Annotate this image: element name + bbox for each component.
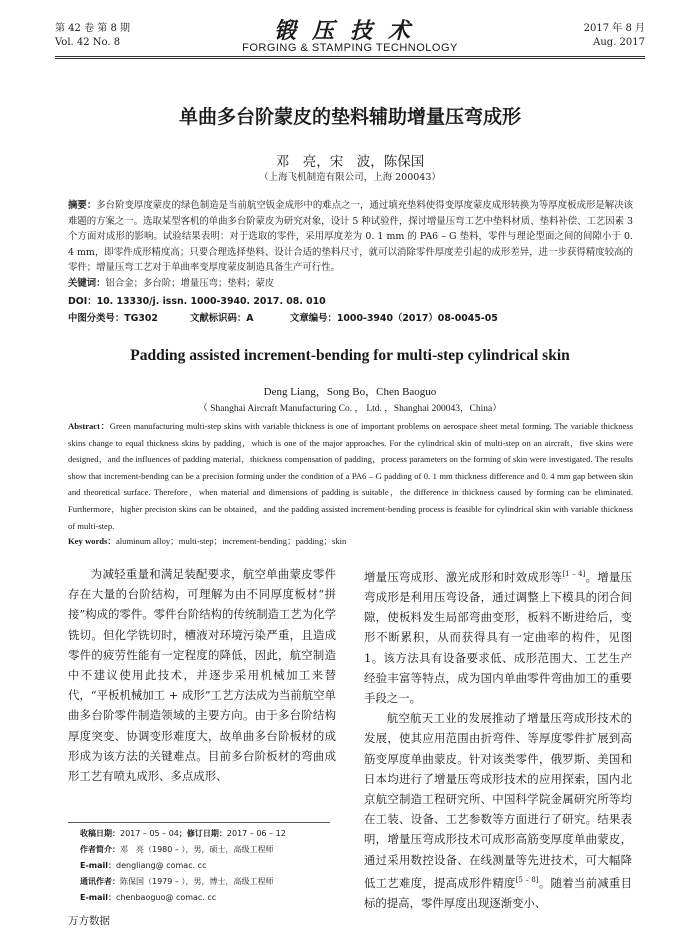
abstract-zh-text: 多台阶变厚度蒙皮的绿色制造是当前航空钣金成形中的难点之一，通过填充垫料使得变厚度蒙皮成形转换为等厚度板成形是解决该难题的方案之一。选取某型客机的单曲多台阶蒙皮为研究对象，设计 5 种试验件，探讨增量压弯工艺中垫料材质、垫料补偿、工艺因素 3 个方面对成形的影响。试验结果表明：对于选取的零件，采用厚度差为 0. 1 mm 的 PA6 – G 垫料，零件与理论型面之间的间隙小于 0. 4 mm，即零件成形精度高；只要合理选择垫料、设计合适的垫料尺寸，就可以消除零件厚度差引起的成形差异，进一步获得精度较高的零件；增量压弯工艺对于单曲率变厚度蒙皮制造具备生产可行性。 bbox=[68, 200, 633, 274]
citation-ref: [5 – 8] bbox=[515, 875, 539, 884]
affiliation-zh: （上海飞机制造有限公司，上海 200043） bbox=[259, 172, 441, 183]
doi-value: 10. 13330/j. issn. 1000-3940. 2017. 08. 010 bbox=[96, 296, 326, 307]
body-column-right bbox=[364, 564, 632, 913]
corresponding-info: 陈保国（1979 – ），男，博士，高级工程师 bbox=[120, 877, 274, 886]
header-rule-2 bbox=[55, 58, 645, 59]
body-paragraph bbox=[364, 564, 632, 708]
email-address: chenbaoguo@ comac. cc bbox=[116, 893, 217, 902]
body-paragraph bbox=[364, 708, 632, 913]
keywords-zh-text: 铝合金；多台阶；增量压弯；垫料；蒙皮 bbox=[105, 278, 275, 289]
keywords-zh bbox=[68, 276, 633, 292]
paper-title-zh: 单曲多台阶蒙皮的垫料辅助增量压弯成形 bbox=[178, 106, 521, 128]
paper-title-en: Padding assisted increment-bending for multi-step cylindrical skin bbox=[130, 347, 570, 364]
email-address: dengliang@ comac. cc bbox=[116, 861, 207, 870]
body-text: 。随着当前减重目标的提高，零件厚度出现逐渐变小、 bbox=[364, 875, 632, 910]
body-text: 航空航天工业的发展推动了增量压弯成形技术的发展，使其应用范围由折弯件、等厚度零件扩展到高筋变厚度单曲蒙皮。针对该类零件，俄罗斯、美国和日本均进行了增量压弯成形技术的应用探索，国内北京航空制造工程研究所、中国科学院金属研究所等均在工装、设备、工艺参数等方面进行了研究。结果表明，增量压弯成形技术可成形高筋变厚度单曲蒙皮，通过采用数控设备、在线测量等先进技术，可大幅降低工艺难度，提高成形件精度 bbox=[364, 711, 632, 890]
header-rule bbox=[55, 56, 645, 57]
email-label: E-mail： bbox=[80, 893, 117, 902]
keywords-en-text: aluminum alloy；multi-step；increment-bending；padding；skin bbox=[115, 536, 347, 546]
doc-label: 文献标识码： bbox=[190, 313, 247, 324]
body-text: 增量压弯成形、激光成形和时效成形等 bbox=[364, 569, 563, 584]
article-value: 1000-3940（2017）08-0045-05 bbox=[336, 313, 498, 324]
abstract-zh bbox=[68, 198, 633, 276]
journal-date-info bbox=[584, 22, 645, 50]
journal-logo-zh: 锻压技术 bbox=[273, 18, 426, 44]
keywords-en bbox=[68, 533, 633, 550]
authors-zh: 邓 亮，宋 波，陈保国 bbox=[275, 154, 425, 170]
abstract-en-text: Green manufacturing multi-step skins with variable thickness is one of important problems on aerospace sheet metal forming. The variable thickness skins change to equal thickness skins by padding，which is one of the major approaches. For the cylindrical skin of multi-step on an aircraft，five skins were designed，and the influences of padding material，thickness compensation of padding，process parameters on the forming of skin were investigated. The results show that increment-bending can be a precision forming under the condition of a PA6 – G padding of 0. 1 mm thickness difference and 0. 4 mm gap between skin and theoretical surface. Therefore，when material and dimensions of padding is suitable，the difference in thickness caused by forming can be eliminated. Furthermore，higher precision skins can be obtained，and the padding assisted increment-bending process is feasible for cylindrical skin with variable thickness of multi-step. bbox=[68, 421, 634, 531]
footnote-author bbox=[80, 842, 273, 859]
footnote-email-2 bbox=[80, 890, 216, 907]
citation-ref: [1 – 4] bbox=[562, 570, 586, 578]
doc-code bbox=[190, 310, 254, 324]
date-zh: 2017 年 8 月 bbox=[583, 23, 645, 34]
received-date: 2017 – 05 – 04 bbox=[120, 829, 179, 838]
abstract-en bbox=[68, 418, 633, 534]
affiliation-en: （ Shanghai Aircraft Manufacturing Co. ， Ltd. ，Shanghai 200043，China） bbox=[198, 404, 502, 414]
body-column-left bbox=[68, 564, 336, 786]
clc-label: 中图分类号： bbox=[68, 313, 125, 324]
email-label: E-mail： bbox=[80, 861, 117, 870]
footnote-dates bbox=[80, 826, 286, 843]
author-info: 邓 亮（1980 – ），男，硕士，高级工程师 bbox=[120, 845, 274, 854]
article-number bbox=[290, 310, 498, 324]
doi-line bbox=[68, 293, 326, 307]
footnote-email-1 bbox=[80, 858, 206, 875]
journal-name-en: FORGING & STAMPING TECHNOLOGY bbox=[242, 42, 458, 54]
volume-en: Vol. 42 No. 8 bbox=[55, 37, 121, 48]
authors-en: Deng Liang，Song Bo，Chen Baoguo bbox=[263, 386, 437, 398]
body-text: 。增量压弯成形是利用压弯设备，通过调整上下模具的闭合间隙，使板料发生局部弯曲变形，板料不断进给后，变形不断累积，从而获得具有一定曲率的构件，见图 1。该方法具有设备要求低、成形范围大、工艺生产经验丰富等特点，成为国内单曲零件弯曲加工的重要手段之一。 bbox=[364, 569, 632, 706]
volume-zh: 第 42 卷 第 8 期 bbox=[55, 23, 130, 34]
doc-value: A bbox=[246, 313, 254, 324]
corresponding-label: 通讯作者： bbox=[80, 877, 120, 886]
clc-value: TG302 bbox=[124, 313, 158, 324]
classification-line bbox=[68, 310, 158, 324]
doi-label: DOI： bbox=[68, 296, 97, 307]
article-label: 文章编号： bbox=[290, 313, 337, 324]
received-label: 收稿日期： bbox=[80, 829, 120, 838]
body-paragraph: 为减轻重量和满足装配要求，航空单曲蒙皮零件存在大量的台阶结构，可理解为由不同厚度板材“拼接”构成的零件。零件台阶结构的传统制造工艺为化学铣切。但化学铣切时，槽液对环境污染严重，且造成零件的疲劳性能有一定程度的降低，因此，航空制造中不建议使用此技术，并逐步采用机械加工来替代，“平板机械加工 + 成形”工艺方法成为当前航空单曲多台阶零件制造领域的主要方向。由于多台阶结构厚度突变、协调变形难度大，故单曲多台阶板材的成形成为该方法的关键难点。目前多台阶板材的弯曲成形工艺有喷丸成形、多点成形、 bbox=[68, 567, 336, 784]
keywords-en-label: Key words： bbox=[68, 536, 116, 546]
page-footer-source: 万方数据 bbox=[68, 915, 110, 927]
abstract-en-label: Abstract： bbox=[68, 421, 110, 431]
revised-label: ；修订日期： bbox=[178, 829, 227, 838]
abstract-zh-label: 摘要： bbox=[68, 200, 97, 211]
footnote-corresponding bbox=[80, 874, 273, 891]
author-label: 作者简介： bbox=[80, 845, 120, 854]
keywords-zh-label: 关键词： bbox=[68, 278, 106, 289]
date-en: Aug. 2017 bbox=[593, 37, 645, 48]
footnote-rule bbox=[68, 822, 330, 823]
revised-date: 2017 – 06 – 12 bbox=[226, 829, 286, 838]
